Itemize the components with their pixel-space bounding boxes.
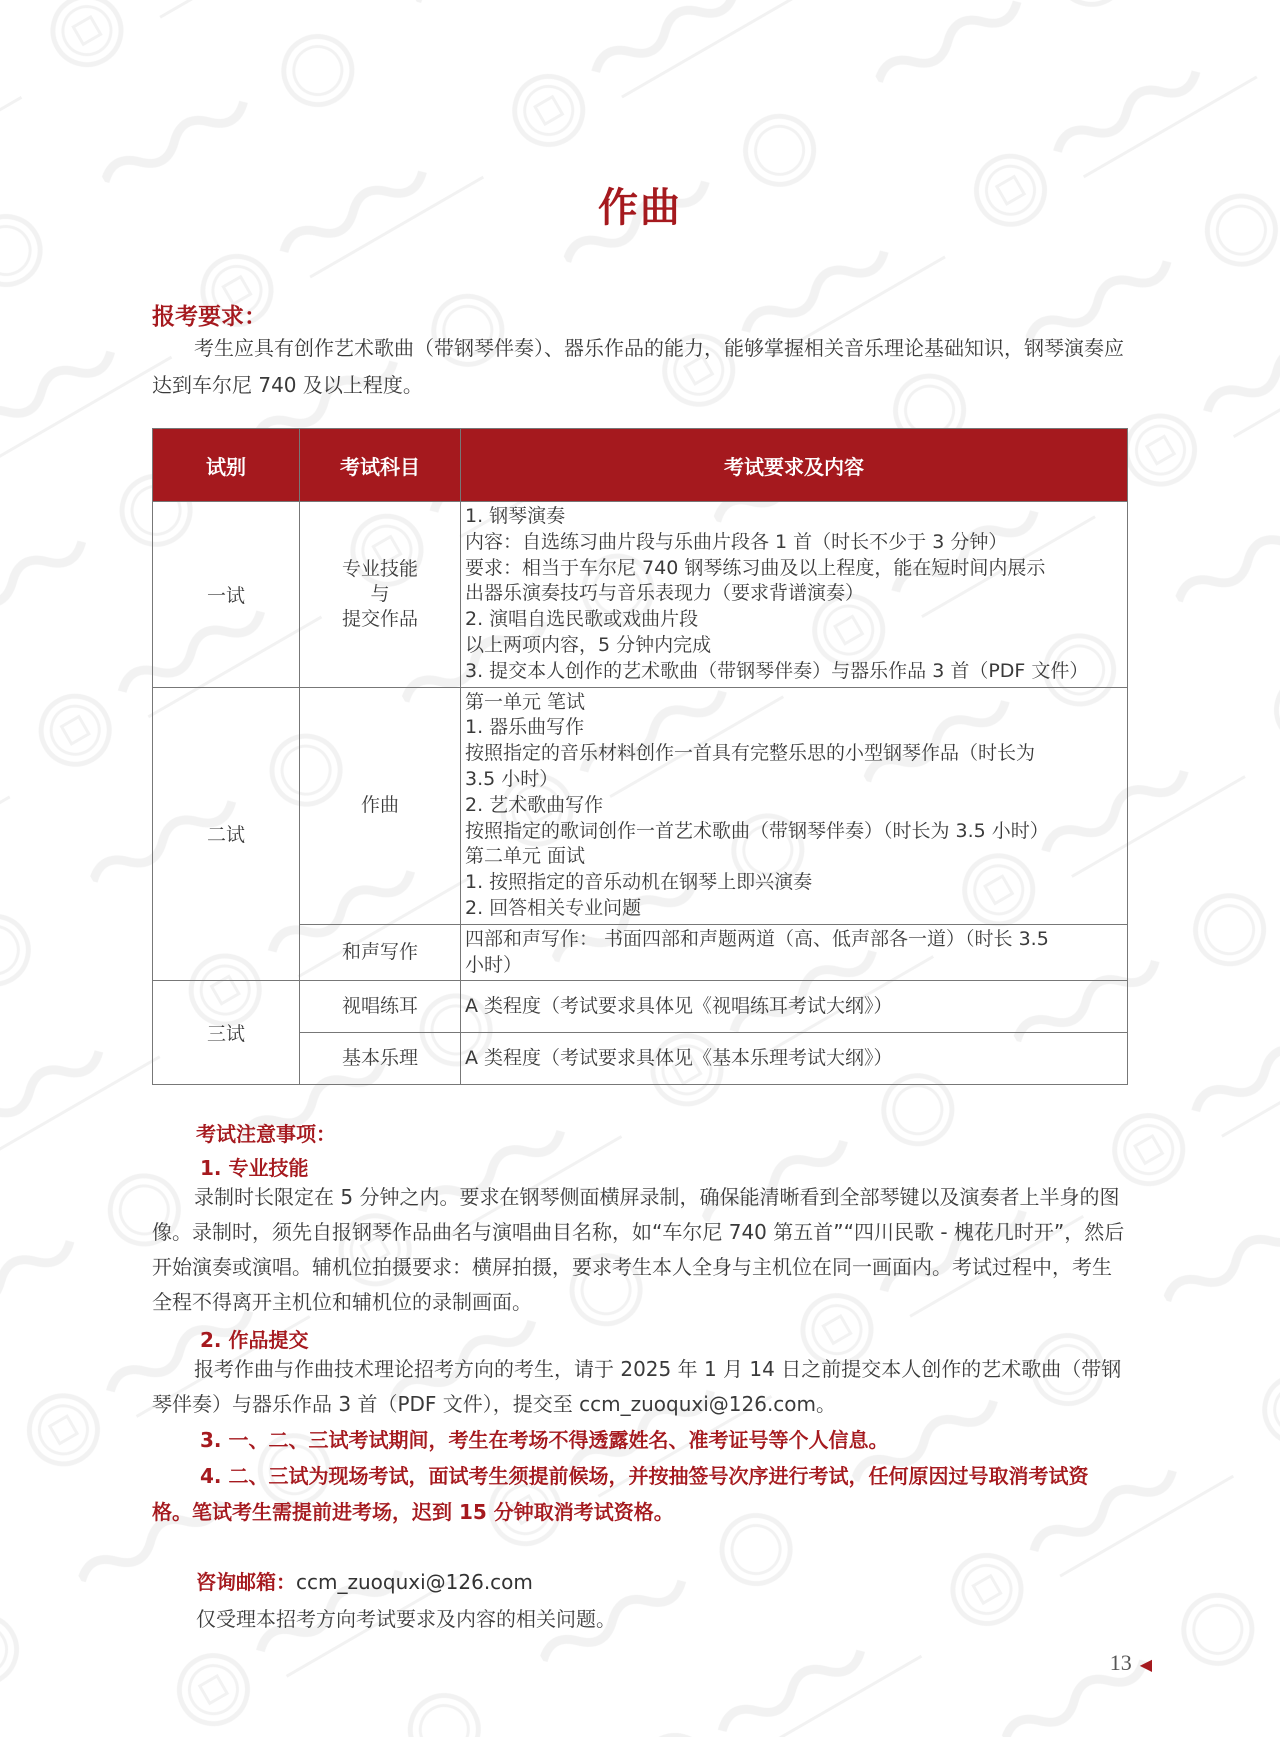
notes-heading: 考试注意事项： [196, 1122, 336, 1146]
table-header-row [153, 429, 1128, 502]
page-title: 作曲 [598, 185, 682, 231]
page-number [1110, 1650, 1152, 1676]
content-line: 四部和声写作： 书面四部和声题两道（高、低声部各一道）（时长 3.5 [465, 927, 1049, 950]
page-number-value: 13 [1109, 1650, 1132, 1675]
note-2-text: 报考作曲与作曲技术理论招考方向的考生，请于 2025 年 1 月 14 日之前提交本人创作的艺术歌曲（带钢琴伴奏）与器乐作品 3 首（PDF 文件），提交至 ccm_zuoquxi@126.com。 [152, 1357, 1122, 1416]
table-row [153, 1033, 1128, 1085]
content-line: 3. 提交本人创作的艺术歌曲（带钢琴伴奏）与器乐作品 3 首（PDF 文件） [465, 659, 1089, 682]
requirements-text: 考生应具有创作艺术歌曲（带钢琴伴奏）、器乐作品的能力，能够掌握相关音乐理论基础知识，钢琴演奏应达到车尔尼 740 及以上程度。 [152, 336, 1124, 397]
content-line: 第一单元 笔试 [465, 690, 586, 713]
contact-label: 咨询邮箱： [196, 1570, 296, 1594]
table-row [153, 502, 1128, 688]
contact-line [196, 1566, 533, 1595]
table-row [153, 981, 1128, 1033]
content-line: 2. 回答相关专业问题 [465, 896, 642, 919]
contact-note: 仅受理本招考方向考试要求及内容的相关问题。 [196, 1607, 616, 1631]
note-4-text: 4. 二、三试为现场考试，面试考生须提前候场，并按抽签号次序进行考试，任何原因过号取消考试资格。笔试考生需提前进考场，迟到 15 分钟取消考试资格。 [152, 1464, 1089, 1524]
note-2-title: 2. 作品提交 [200, 1328, 309, 1352]
content-line: 第二单元 面试 [465, 845, 586, 868]
subject-line: 与 [370, 582, 390, 605]
content-line: 2. 演唱自选民歌或戏曲片段 [465, 608, 699, 631]
round-2-composition-subject: 作曲 [300, 687, 461, 924]
round-3-theory-subject: 基本乐理 [300, 1033, 461, 1085]
subject-line: 提交作品 [341, 607, 418, 630]
exam-table [152, 428, 1128, 1085]
table-header-round: 试别 [153, 429, 300, 502]
round-3-sight-singing-subject: 视唱练耳 [300, 981, 461, 1033]
note-1-title: 1. 专业技能 [200, 1156, 309, 1180]
round-3-theory-content: A 类程度（考试要求具体见《基本乐理考试大纲》） [461, 1033, 1128, 1085]
round-2-composition-content [461, 687, 1128, 924]
content-line: 小时） [465, 953, 523, 976]
table-row [153, 924, 1128, 981]
round-2-harmony-content [461, 924, 1128, 981]
table-header-content: 考试要求及内容 [461, 429, 1128, 502]
round-2-harmony-subject: 和声写作 [300, 924, 461, 981]
round-1-subject [300, 502, 461, 688]
round-2-name: 二试 [153, 687, 300, 981]
content-line: 按照指定的歌词创作一首艺术歌曲（带钢琴伴奏）（时长为 3.5 小时） [465, 819, 1049, 842]
table-header-subject: 考试科目 [300, 429, 461, 502]
contact-email-link[interactable]: ccm_zuoquxi@126.com [296, 1570, 533, 1594]
content-line: 1. 钢琴演奏 [465, 505, 566, 527]
note-1-text: 录制时长限定在 5 分钟之内。要求在钢琴侧面横屏录制，确保能清晰看到全部琴键以及演奏者上半身的图像。录制时，须先自报钢琴作品曲名与演唱曲目名称，如“车尔尼 740 第五首”“四川民歌 - 槐花几时开”，然后开始演奏或演唱。辅机位拍摄要求：横屏拍摄，要求考生本人全身与主机位在同一画面内。考试过程中，考生全程不得离开主机位和辅机位的录制画面。 [152, 1185, 1125, 1314]
content-line: 1. 按照指定的音乐动机在钢琴上即兴演奏 [465, 871, 813, 894]
subject-line: 专业技能 [341, 557, 418, 580]
content-line: 出器乐演奏技巧与音乐表现力（要求背谱演奏） [465, 582, 865, 605]
triangle-left-icon: ◀ [1139, 1657, 1152, 1674]
content-line: 按照指定的音乐材料创作一首具有完整乐思的小型钢琴作品（时长为 [465, 742, 1036, 765]
table-row [153, 687, 1128, 924]
content-line: 3.5 小时） [465, 767, 559, 790]
content-line: 以上两项内容，5 分钟内完成 [465, 633, 712, 656]
note-3-text: 3. 一、二、三试考试期间，考生在考场不得透露姓名、准考证号等个人信息。 [200, 1428, 889, 1452]
content-line: 2. 艺术歌曲写作 [465, 793, 604, 816]
content-line: 1. 器乐曲写作 [465, 716, 585, 739]
requirements-heading: 报考要求： [152, 304, 267, 330]
round-1-name: 一试 [153, 502, 300, 688]
content-line: 要求：相当于车尔尼 740 钢琴练习曲及以上程度，能在短时间内展示 [465, 556, 1046, 579]
round-1-content [461, 502, 1128, 688]
round-3-name: 三试 [153, 981, 300, 1085]
round-3-sight-singing-content: A 类程度（考试要求具体见《视唱练耳考试大纲》） [461, 981, 1128, 1033]
content-line: 内容：自选练习曲片段与乐曲片段各 1 首（时长不少于 3 分钟） [465, 530, 1008, 553]
